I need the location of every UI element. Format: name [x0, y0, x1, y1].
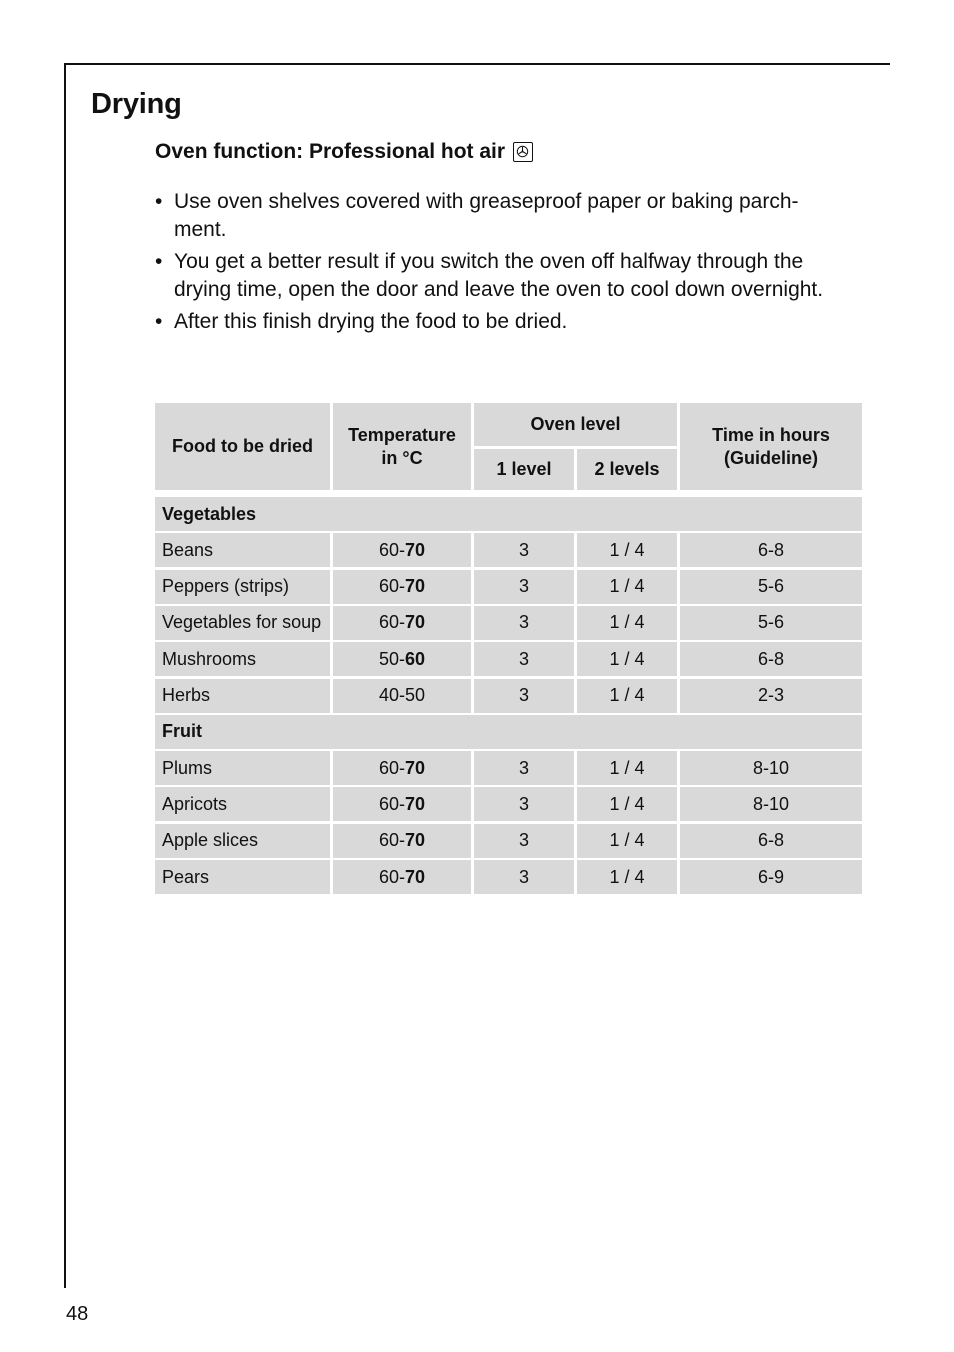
temp-low: 50-	[378, 648, 405, 669]
temp-low: 60-	[378, 830, 405, 851]
cell-time: 6-8	[680, 533, 862, 567]
instruction-list	[155, 188, 855, 340]
instruction-item	[155, 308, 855, 336]
header-food: Food to be dried	[155, 403, 330, 490]
instruction-text: After this finish drying the food to be dried.	[174, 310, 568, 333]
temp-high: 70	[404, 866, 426, 887]
cell-temperature	[333, 642, 471, 676]
cell-food: Vegetables for soup	[155, 606, 330, 640]
page-title: Drying	[91, 88, 182, 120]
cell-temperature	[333, 533, 471, 567]
oven-function-label: Oven function: Professional hot air	[155, 140, 506, 163]
cell-time: 6-9	[680, 860, 862, 894]
cell-level2: 1 / 4	[577, 751, 677, 785]
cell-temperature	[333, 679, 471, 713]
cell-food: Plums	[155, 751, 330, 785]
cell-temperature	[333, 787, 471, 821]
cell-level1: 3	[474, 751, 574, 785]
temp-high: 70	[404, 793, 426, 814]
header-level1: 1 level	[474, 449, 574, 490]
header-level2: 2 levels	[577, 449, 677, 490]
cell-level1: 3	[474, 642, 574, 676]
cell-time: 5-6	[680, 606, 862, 640]
temp-low: 40-50	[378, 685, 426, 705]
oven-function-heading	[155, 140, 533, 164]
cell-level1: 3	[474, 533, 574, 567]
cell-food: Apple slices	[155, 824, 330, 858]
temp-high: 70	[404, 576, 426, 597]
instruction-text: You get a better result if you switch the oven off halfway through the drying time, open the door and leave the oven to cool down overnight.	[174, 250, 824, 301]
cell-level1: 3	[474, 606, 574, 640]
temp-low: 60-	[378, 866, 405, 887]
cell-time: 2-3	[680, 679, 862, 713]
temp-low: 60-	[378, 612, 405, 633]
cell-time: 8-10	[680, 751, 862, 785]
cell-time: 8-10	[680, 787, 862, 821]
cell-temperature	[333, 570, 471, 604]
group-row: Fruit	[155, 715, 862, 749]
temp-low: 60-	[378, 793, 405, 814]
cell-time: 6-8	[680, 824, 862, 858]
frame-left-rule	[64, 63, 66, 1288]
instruction-item	[155, 188, 855, 244]
cell-food: Peppers (strips)	[155, 570, 330, 604]
temp-low: 60-	[378, 576, 405, 597]
cell-food: Mushrooms	[155, 642, 330, 676]
header-oven-level: Oven level	[474, 403, 677, 446]
cell-level2: 1 / 4	[577, 642, 677, 676]
cell-food: Pears	[155, 860, 330, 894]
cell-food: Beans	[155, 533, 330, 567]
temp-low: 60-	[378, 539, 405, 560]
cell-level2: 1 / 4	[577, 860, 677, 894]
cell-temperature	[333, 751, 471, 785]
cell-level2: 1 / 4	[577, 679, 677, 713]
temp-low: 60-	[378, 757, 405, 778]
cell-level2: 1 / 4	[577, 824, 677, 858]
page-number: 48	[66, 1303, 89, 1325]
header-time: Time in hours (Guideline)	[680, 403, 862, 490]
cell-level2: 1 / 4	[577, 533, 677, 567]
instruction-text: Use oven shelves covered with greaseproof paper or baking parch- ment.	[174, 190, 799, 241]
cell-level1: 3	[474, 679, 574, 713]
cell-level1: 3	[474, 860, 574, 894]
cell-temperature	[333, 860, 471, 894]
cell-level1: 3	[474, 824, 574, 858]
instruction-item	[155, 248, 855, 304]
cell-level1: 3	[474, 787, 574, 821]
cell-level1: 3	[474, 570, 574, 604]
cell-temperature	[333, 824, 471, 858]
temp-high: 70	[404, 757, 426, 778]
cell-food: Apricots	[155, 787, 330, 821]
professional-hot-air-icon	[513, 142, 533, 162]
cell-level2: 1 / 4	[577, 787, 677, 821]
header-temperature: Temperature in °C	[333, 403, 471, 490]
frame-top-rule	[64, 63, 890, 65]
cell-food: Herbs	[155, 679, 330, 713]
group-row: Vegetables	[155, 497, 862, 531]
cell-temperature	[333, 606, 471, 640]
temp-high: 70	[404, 830, 426, 851]
temp-high: 70	[404, 539, 426, 560]
cell-level2: 1 / 4	[577, 570, 677, 604]
cell-time: 6-8	[680, 642, 862, 676]
temp-high: 70	[404, 612, 426, 633]
cell-level2: 1 / 4	[577, 606, 677, 640]
temp-high: 60	[404, 648, 426, 669]
cell-time: 5-6	[680, 570, 862, 604]
